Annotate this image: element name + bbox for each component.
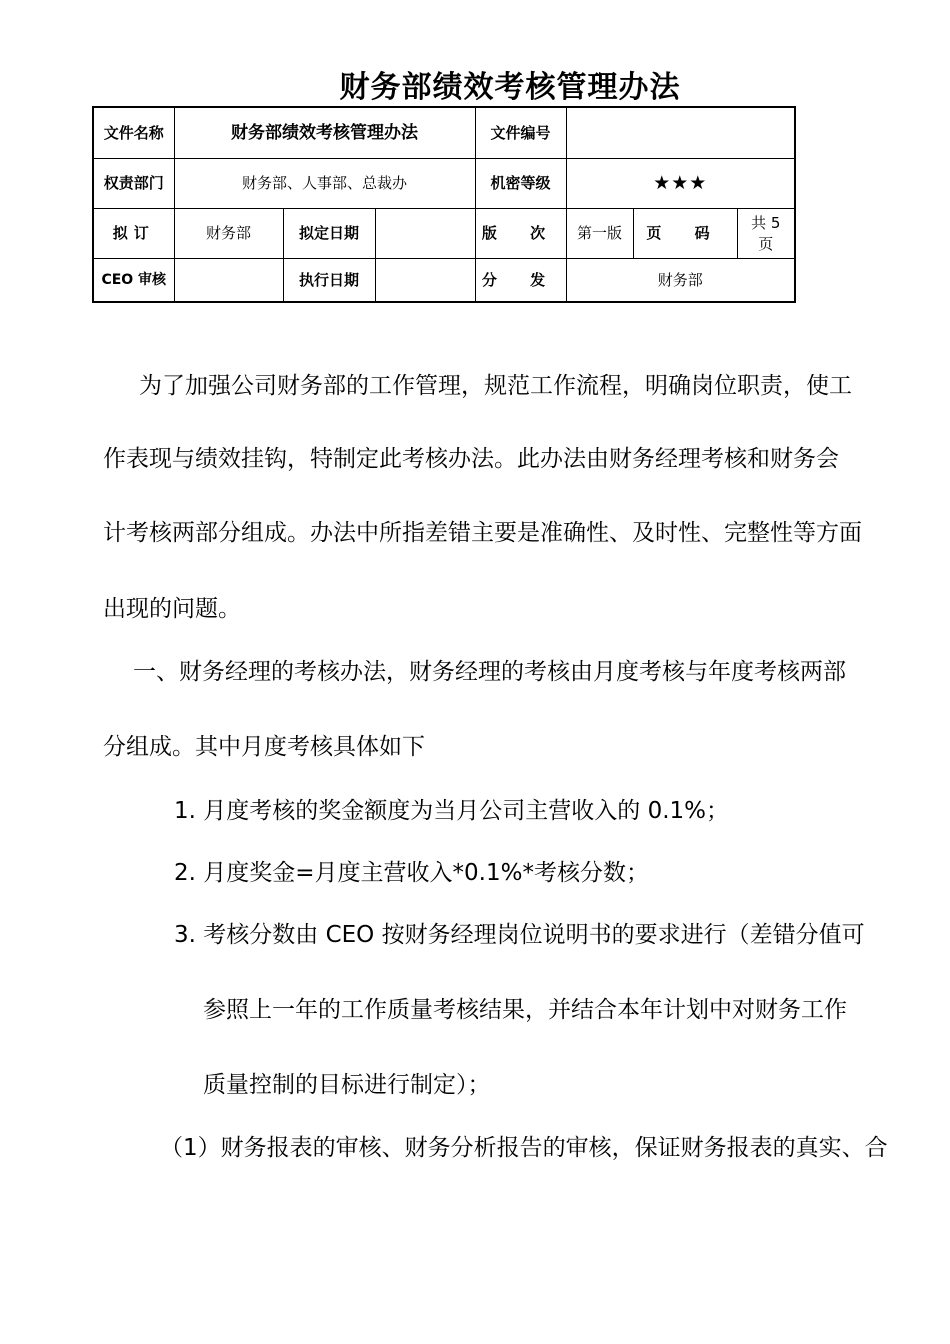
- drafter-label: 拟订: [93, 209, 174, 259]
- document-title: 财务部绩效考核管理办法: [339, 70, 681, 105]
- table-row: [93, 209, 795, 259]
- file-number-value: [566, 107, 795, 159]
- table-row: [93, 107, 795, 159]
- execution-date-value: [375, 259, 475, 303]
- drafter-value: 财务部: [174, 209, 283, 259]
- file-name-label: 文件名称: [93, 107, 174, 159]
- file-number-label: 文件编号: [475, 107, 566, 159]
- ceo-review-value: [174, 259, 283, 303]
- table-row: [93, 159, 795, 209]
- list-item-3-line: 质量控制的目标进行制定）；: [203, 1072, 491, 1098]
- execution-date-label: 执行日期: [283, 259, 375, 303]
- list-item-3-line: 参照上一年的工作质量考核结果，并结合本年计划中对财务工作: [203, 997, 847, 1023]
- page-count-value: 共 5 页: [737, 209, 795, 259]
- distribution-value: 财务部: [566, 259, 795, 303]
- version-value: 第一版: [566, 209, 633, 259]
- section-1-heading-line: 一、财务经理的考核办法，财务经理的考核由月度考核与年度考核两部: [133, 659, 846, 685]
- file-name-value: 财务部绩效考核管理办法: [174, 107, 475, 159]
- distribution-label: 分 发: [475, 259, 566, 303]
- page-label: 页 码: [633, 209, 737, 259]
- list-item-3-line: 3. 考核分数由 CEO 按财务经理岗位说明书的要求进行（差错分值可: [174, 922, 865, 948]
- intro-paragraph-line: 作表现与绩效挂钩，特制定此考核办法。此办法由财务经理考核和财务会: [103, 446, 839, 472]
- confidentiality-stars: ★★★: [566, 159, 795, 209]
- table-row: [93, 259, 795, 303]
- intro-paragraph-line: 为了加强公司财务部的工作管理，规范工作流程，明确岗位职责，使工: [139, 373, 852, 399]
- list-item-2: 2. 月度奖金=月度主营收入*0.1%*考核分数；: [174, 860, 649, 886]
- ceo-review-label: CEO 审核: [93, 259, 174, 303]
- department-value: 财务部、人事部、总裁办: [174, 159, 475, 209]
- department-label: 权责部门: [93, 159, 174, 209]
- intro-paragraph-line: 出现的问题。: [103, 596, 241, 622]
- version-label: 版 次: [475, 209, 566, 259]
- confidentiality-label: 机密等级: [475, 159, 566, 209]
- draft-date-value: [375, 209, 475, 259]
- document-info-table: [92, 106, 796, 303]
- draft-date-label: 拟定日期: [283, 209, 375, 259]
- list-item-1: 1. 月度考核的奖金额度为当月公司主营收入的 0.1%；: [174, 798, 729, 824]
- sub-item-1: （1）财务报表的审核、财务分析报告的审核，保证财务报表的真实、合: [160, 1135, 888, 1161]
- section-1-heading-line: 分组成。其中月度考核具体如下: [103, 734, 425, 760]
- intro-paragraph-line: 计考核两部分组成。办法中所指差错主要是准确性、及时性、完整性等方面: [103, 520, 862, 546]
